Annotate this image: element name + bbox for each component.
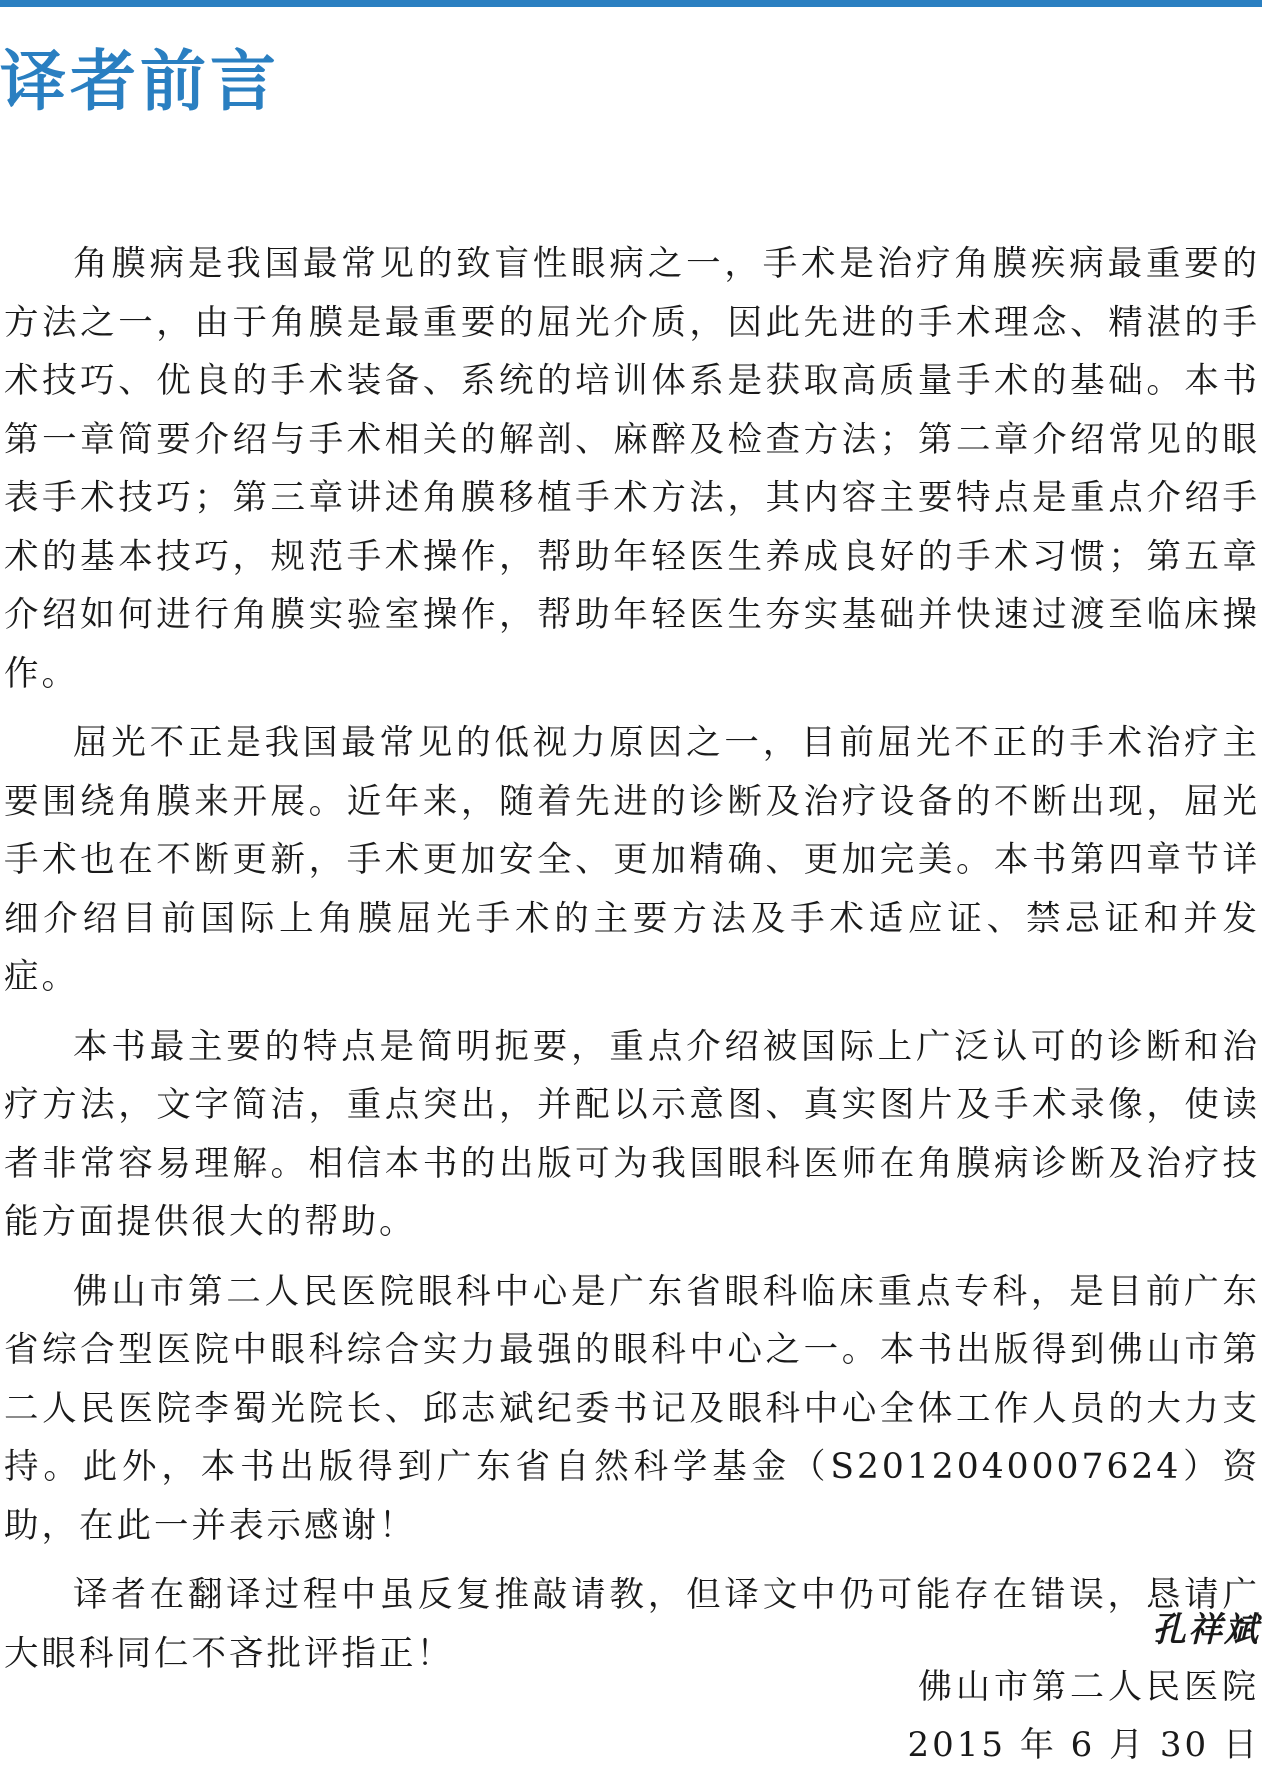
signature-date: 2015 年 6 月 30 日	[907, 1725, 1260, 1765]
preface-body	[4, 235, 1260, 1694]
page-title: 译者前言	[0, 43, 280, 120]
paragraph-closing: 译者在翻译过程中虽反复推敲请教，但译文中仍可能存在错误，恳请广大眼科同仁不吝批评指正！	[4, 1575, 1260, 1674]
paragraph-cornea-surgery: 角膜病是我国最常见的致盲性眼病之一，手术是治疗角膜疾病最重要的方法之一，由于角膜是最重要的屈光介质，因此先进的手术理念、精湛的手术技巧、优良的手术装备、系统的培训体系是获取高质量手术的基础。本书第一章简要介绍与手术相关的解剖、麻醉及检查方法；第二章介绍常见的眼表手术技巧；第三章讲述角膜移植手术方法，其内容主要特点是重点介绍手术的基本技巧，规范手术操作，帮助年轻医生养成良好的手术习惯；第五章介绍如何进行角膜实验室操作，帮助年轻医生夯实基础并快速过渡至临床操作。	[4, 244, 1260, 694]
paragraph-acknowledgements: 佛山市第二人民医院眼科中心是广东省眼科临床重点专科，是目前广东省综合型医院中眼科综合实力最强的眼科中心之一。本书出版得到佛山市第二人民医院李蜀光院长、邱志斌纪委书记及眼科中心全体工作人员的大力支持。此外，本书出版得到广东省自然科学基金（S2012040007624）资助，在此一并表示感谢！	[4, 1271, 1260, 1546]
translator-name: 孔祥斌	[1152, 1610, 1260, 1650]
translator-organization: 佛山市第二人民医院	[918, 1667, 1260, 1707]
signature-block	[908, 1602, 1260, 1774]
top-blue-rule	[0, 0, 1262, 7]
paragraph-refractive: 屈光不正是我国最常见的低视力原因之一，目前屈光不正的手术治疗主要围绕角膜来开展。近年来，随着先进的诊断及治疗设备的不断出现，屈光手术也在不断更新，手术更加安全、更加精确、更加完美。本书第四章节详细介绍目前国际上角膜屈光手术的主要方法及手术适应证、禁忌证和并发症。	[4, 723, 1260, 997]
paragraph-features: 本书最主要的特点是简明扼要，重点介绍被国际上广泛认可的诊断和治疗方法，文字简洁，重点突出，并配以示意图、真实图片及手术录像，使读者非常容易理解。相信本书的出版可为我国眼科医师在角膜病诊断及治疗技能方面提供很大的帮助。	[4, 1026, 1260, 1242]
